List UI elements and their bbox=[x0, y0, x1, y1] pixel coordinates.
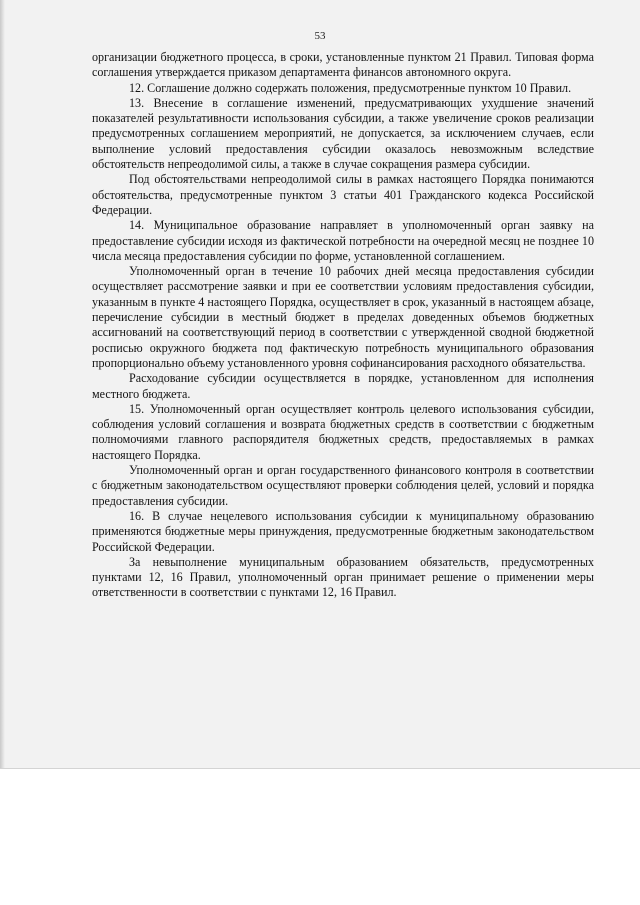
document-body bbox=[92, 50, 594, 601]
page-number: 53 bbox=[314, 30, 326, 42]
paragraph-item-14: 14. Муниципальное образование направляет в уполномоченный орган заявку на предоставление субсидии исходя из фактической потребности на очередной месяц не позднее 10 числа месяца предоставления субсидии по форме, установленной соглашением. bbox=[92, 218, 594, 263]
paragraph-review-procedure: Уполномоченный орган в течение 10 рабочих дней месяца предоставления субсидии осуществляет рассмотрение заявки и при ее соответствии условиям предоставления субсидии, указанным в пункте 4 настоящего Порядка, осуществляет в срок, указанный в настоящем абзаце, перечисление субсидии в местный бюджет в пределах доведенных объемов бюджетных ассигнований на соответствующий период в соответствии с утвержденной сводной бюджетной росписью окружного бюджета под фактическую потребность муниципального образования пропорционально объему установленного уровня софинансирования расходного обязательства. bbox=[92, 264, 594, 370]
paragraph-force-majeure: Под обстоятельствами непреодолимой силы в рамках настоящего Порядка понимаются обстоятельства, предусмотренные пунктом 3 статьи 401 Гражданского кодекса Российской Федерации. bbox=[92, 172, 594, 217]
paragraph-liability: За невыполнение муниципальным образованием обязательств, предусмотренных пунктами 12, 16 Правил, уполномоченный орган принимает решение о применении меры ответственности в соответствии с пунктами 12, 16 Правил. bbox=[92, 554, 594, 600]
paragraph-item-15: 15. Уполномоченный орган осуществляет контроль целевого использования субсидии, соблюдения условий соглашения и возврата бюджетных средств в соответствии с бюджетным полномочиями главного распорядителя бюджетных средств, предоставляемых в рамках настоящего Порядка. bbox=[92, 401, 594, 462]
scan-shadow-edge bbox=[0, 0, 5, 768]
paragraph-item-12: 12. Соглашение должно содержать положения, предусмотренные пунктом 10 Правил. bbox=[129, 80, 572, 95]
paragraph-continuation: организации бюджетного процесса, в сроки, установленные пунктом 21 Правил. Типовая форма соглашения утверждается приказом департамента финансов автономного округа. bbox=[92, 50, 594, 80]
paragraph-item-16: 16. В случае нецелевого использования субсидии к муниципальному образованию применяются бюджетные меры принуждения, предусмотренные бюджетным законодательством Российской Федерации. bbox=[92, 508, 594, 554]
paragraph-item-13: 13. Внесение в соглашение изменений, предусматривающих ухудшение значений показателей результативности использования субсидии, а также увеличение сроков реализации предусмотренных соглашением мероприятий, не допускается, за исключением случаев, если выполнение условий предоставления субсидии оказалось невозможным вследствие обстоятельств непреодолимой силы, а также в случае сокращения размера субсидии. bbox=[92, 95, 594, 172]
paragraph-control: Уполномоченный орган и орган государственного финансового контроля в соответствии с бюджетным законодательством осуществляют проверки соблюдения целей, условий и порядка предоставления субсидии. bbox=[92, 463, 594, 508]
paragraph-spending: Расходование субсидии осуществляется в порядке, установленном для исполнения местного бюджета. bbox=[92, 371, 594, 401]
